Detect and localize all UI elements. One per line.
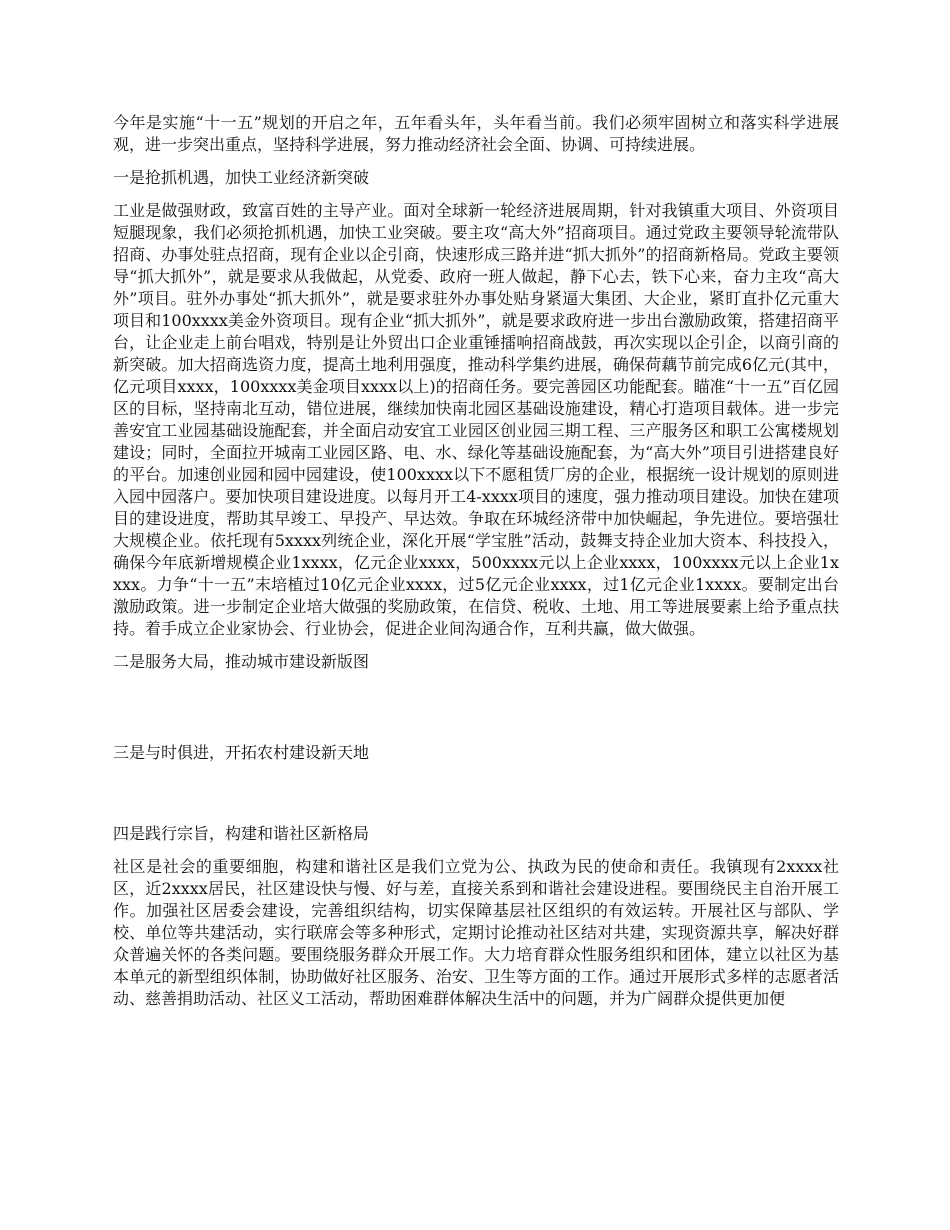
section-4-body: 社区是社会的重要细胞，构建和谐社区是我们立党为公、执政为民的使命和责任。我镇现有2xxxx社区，近2xxxx居民，社区建设快与慢、好与差，直接关系到和谐社会建设进程。要围绕民主自治开展工作。加强社区居委会建设，完善组织结构，切实保障基层社区组织的有效运转。开展社区与部队、学校、单位等共建活动，实行联席会等多种形式，定期讨论推动社区结对共建，实现资源共享，解决好群众普遍关怀的各类问题。要围绕服务群众开展工作。大力培育群众性服务组织和团体，建立以社区为基本单元的新型组织体制，协助做好社区服务、治安、卫生等方面的工作。通过开展形式多样的志愿者活动、慈善捐助活动、社区义工活动，帮助困难群体解决生活中的问题，并为广阔群众提供更加便 [113, 857, 839, 1008]
document-page [113, 112, 839, 1021]
section-2-empty-body [113, 684, 839, 742]
section-3-heading: 三是与时俱进，开拓农村建设新天地 [113, 743, 370, 762]
section-2-heading: 二是服务大局，推动城市建设新版图 [113, 652, 370, 671]
intro-paragraph: 今年是实施“十一五”规划的开启之年，五年看头年，头年看当前。我们必须牢固树立和落实科学进展观，进一步突出重点，坚持科学进展，努力推动经济社会全面、协调、可持续进展。 [113, 113, 839, 154]
section-3-empty-body [113, 775, 839, 823]
section-1-body: 工业是做强财政，致富百姓的主导产业。面对全球新一轮经济进展周期，针对我镇重大项目、外资项目短腿现象，我们必须抢抓机遇，加快工业突破。要主攻“高大外”招商项目。通过党政主要领导轮流带队招商、办事处驻点招商，现有企业以企引商，快速形成三路并进“抓大抓外”的招商新格局。党政主要领导“抓大抓外”，就是要求从我做起，从党委、政府一班人做起，静下心去，铁下心来，奋力主攻“高大外”项目。驻外办事处“抓大抓外”，就是要求驻外办事处贴身紧逼大集团、大企业，紧盯直扑亿元重大项目和100xxxx美金外资项目。现有企业“抓大抓外”，就是要求政府进一步出台激励政策，搭建招商平台，让企业走上前台唱戏，特别是让外贸出口企业重锤擂响招商战鼓，再次实现以企引企，以商引商的新突破。加大招商选资力度，提高土地利用强度，推动科学集约进展，确保荷藕节前完成6亿元(其中，亿元项目xxxx，100xxxx美金项目xxxx以上)的招商任务。要完善园区功能配套。瞄准“十一五”百亿园区的目标，坚持南北互动，错位进展，继续加快南北园区基础设施建设，精心打造项目载体。进一步完善安宜工业园基础设施配套，并全面启动安宜工业园区创业园三期工程、三产服务区和职工公寓楼规划建设；同时，全面拉开城南工业园区路、电、水、绿化等基础设施配套，为“高大外”项目引进搭建良好的平台。加速创业园和园中园建设，使100xxxx以下不愿租赁厂房的企业，根据统一设计规划的原则进入园中园落户。要加快项目建设进度。以每月开工4-xxxx项目的速度，强力推动项目建设。加快在建项目的建设进度，帮助其早竣工、早投产、早达效。争取在环城经济带中加快崛起，争先进位。要培强壮大规模企业。依托现有5xxxx列统企业，深化开展“学宝胜”活动，鼓舞支持企业加大资本、科技投入，确保今年底新增规模企业1xxxx，亿元企业xxxx，500xxxx元以上企业xxxx，100xxxx元以上企业1xxxx。力争“十一五”末培植过10亿元企业xxxx，过5亿元企业xxxx，过1亿元企业1xxxx。要制定出台激励政策。进一步制定企业培大做强的奖励政策，在信贷、税收、土地、用工等进展要素上给予重点扶持。着手成立企业家协会、行业协会，促进企业间沟通合作，互利共赢，做大做强。 [113, 201, 839, 638]
section-1-heading: 一是抢抓机遇，加快工业经济新突破 [113, 168, 370, 187]
section-4-heading: 四是践行宗旨，构建和谐社区新格局 [113, 824, 370, 843]
